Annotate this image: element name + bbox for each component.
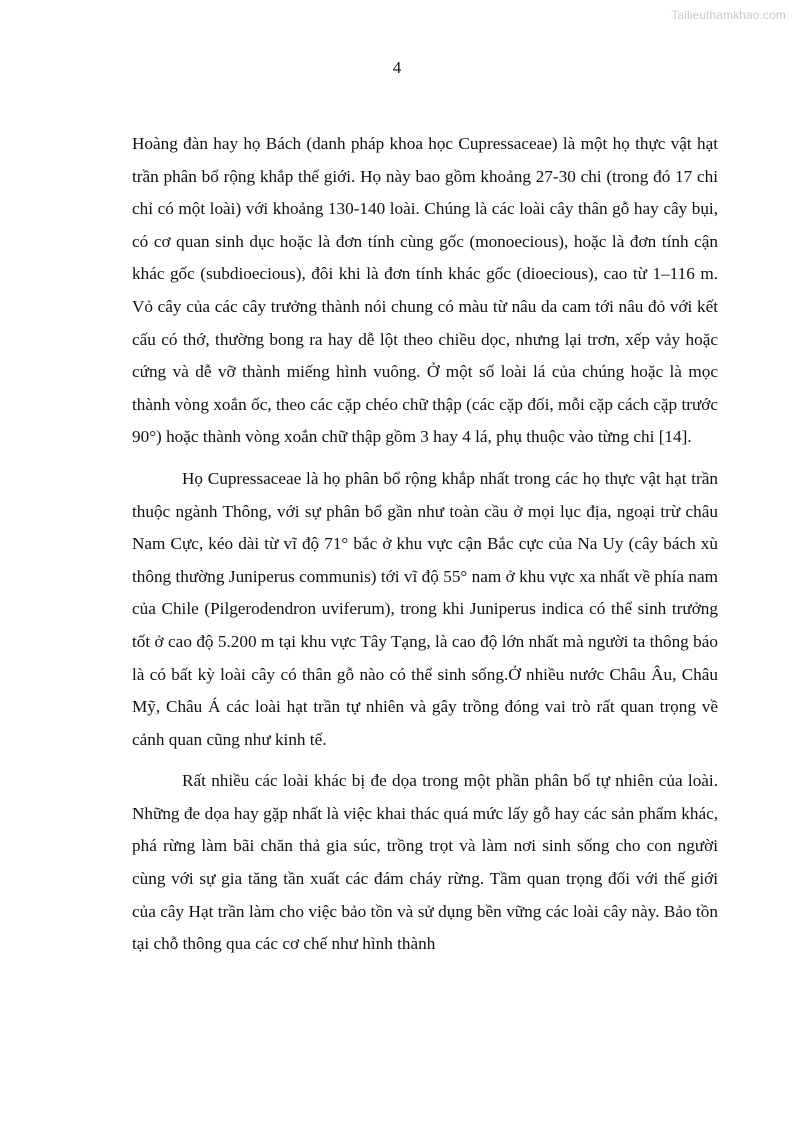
paragraph-threats: Rất nhiều các loài khác bị đe dọa trong một phần phân bố tự nhiên của loài. Những đe dọa hay gặp nhất là việc khai thác quá mức lấy gỗ hay các sản phẩm khác, phá rừng làm bãi chăn thả gia súc, trồng trọt và làm nơi sinh sống cho con người cùng với sự gia tăng tần xuất các đám cháy rừng. Tầm quan trọng đối với thế giới của cây Hạt trần làm cho việc bảo tồn và sử dụng bền vững các loài cây này. Bảo tồn tại chỗ thông qua các cơ chế như hình thành: [132, 771, 718, 954]
document-body: [132, 128, 718, 961]
page-number: 4: [392, 58, 402, 77]
watermark: Tailieuthamkhao.com: [671, 8, 786, 22]
paragraph-distribution: Họ Cupressaceae là họ phân bổ rộng khắp nhất trong các họ thực vật hạt trần thuộc ngành Thông, với sự phân bổ gần như toàn cầu ở mọi lục địa, ngoại trừ châu Nam Cực, kéo dài từ vĩ độ 71° bắc ở khu vực cận Bắc cực của Na Uy (cây bách xù thông thường Juniperus communis) tới vĩ độ 55° nam ở khu vực xa nhất về phía nam của Chile (Pilgerodendron uviferum), trong khi Juniperus indica có thể sinh trưởng tốt ở cao độ 5.200 m tại khu vực Tây Tạng, là cao độ lớn nhất mà người ta thông báo là có bất kỳ loài cây có thân gỗ nào có thể sinh sống.Ở nhiều nước Châu Âu, Châu Mỹ, Châu Á các loài hạt trần tự nhiên và gây trồng đóng vai trò rất quan trọng về cảnh quan cũng như kinh tế.: [132, 468, 718, 749]
paragraph-cupressaceae-description: Hoàng đàn hay họ Bách (danh pháp khoa học Cupressaceae) là một họ thực vật hạt trần phân bổ rộng khắp thế giới. Họ này bao gồm khoảng 27-30 chi (trong đó 17 chi chỉ có một loài) với khoảng 130-140 loài. Chúng là các loài cây thân gỗ hay cây bụi, có cơ quan sinh dục hoặc là đơn tính cùng gốc (monoecious), hoặc là đơn tính cận khác gốc (subdioecious), đôi khi là đơn tính khác gốc (dioecious), cao từ 1–116 m. Vỏ cây của các cây trưởng thành nói chung có màu từ nâu da cam tới nâu đỏ với kết cấu có thớ, thường bong ra hay dễ lột theo chiều dọc, nhưng lại trơn, xếp vảy hoặc cứng và dễ vỡ thành miếng hình vuông. Ở một số loài lá của chúng hoặc là mọc thành vòng xoắn ốc, theo các cặp chéo chữ thập (các cặp đối, mỗi cặp cách cặp trước 90°) hoặc thành vòng xoắn chữ thập gồm 3 hay 4 lá, phụ thuộc vào từng chi [14].: [132, 134, 718, 447]
